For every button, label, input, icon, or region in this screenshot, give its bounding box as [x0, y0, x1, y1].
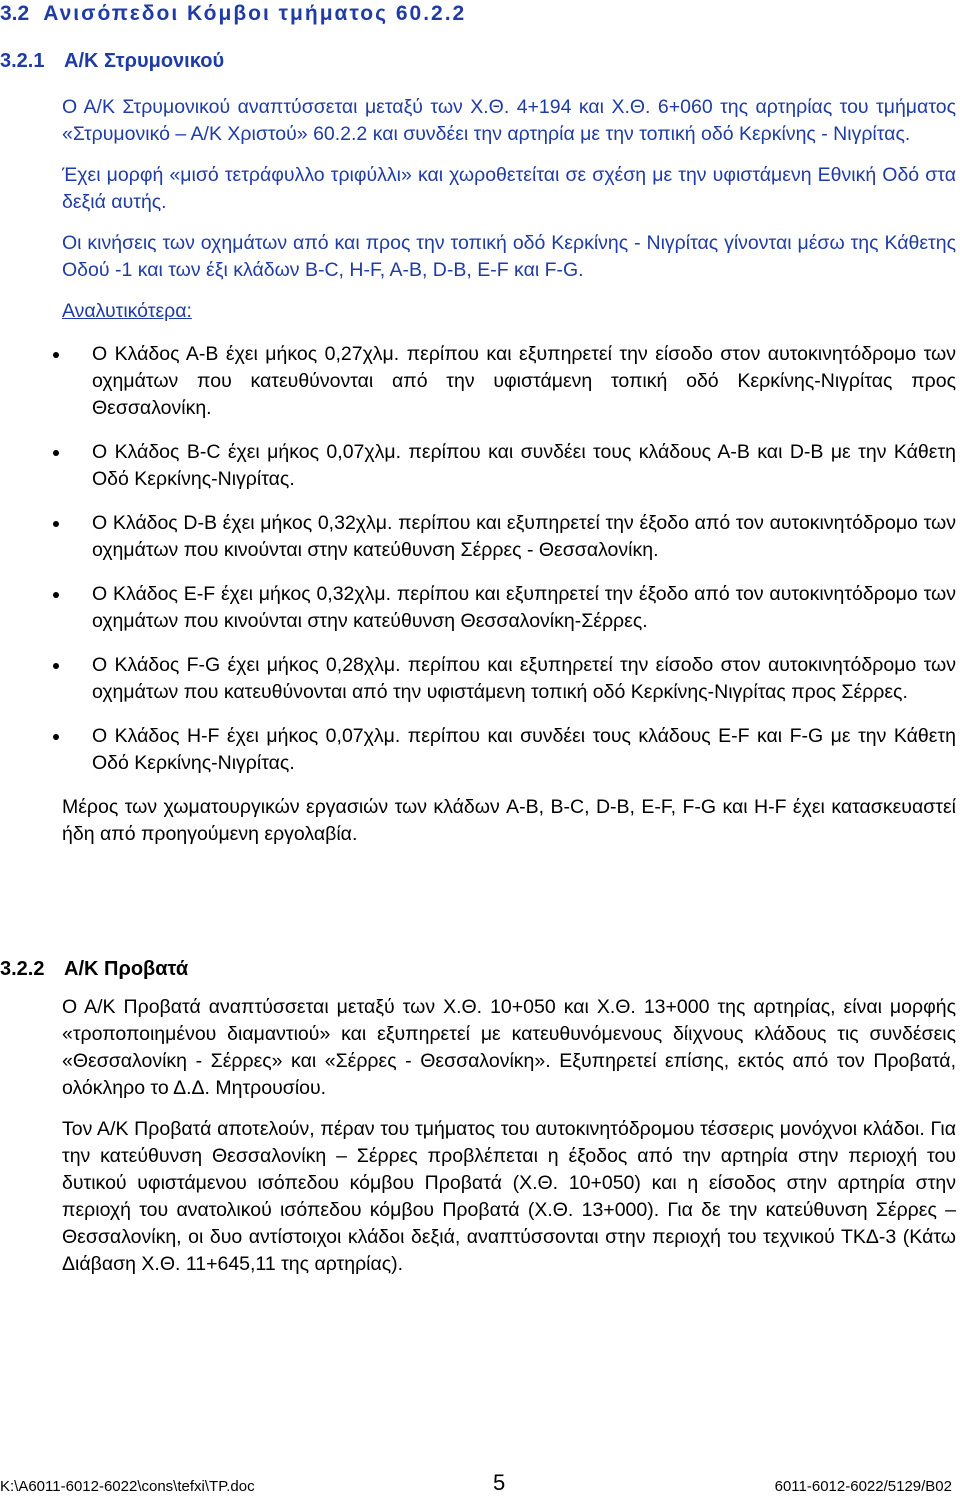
branch-text: Ο Κλάδος E-F έχει μήκος 0,32χλμ. περίπου και εξυπηρετεί την έξοδο από τον αυτοκινητόδρομο των οχημάτων που κινούνται στην κατεύθυνση Θεσσαλονίκη-Σέρρες.: [92, 583, 956, 632]
analysis-label: Αναλυτικότερα:: [62, 300, 192, 322]
list-item: [62, 723, 956, 777]
section-heading: [0, 2, 466, 26]
subsection-title: Α/Κ Προβατά: [64, 958, 189, 980]
bullet-icon: [53, 521, 59, 527]
subsection-number: 3.2.2: [0, 958, 45, 980]
branch-text: Ο Κλάδος D-B έχει μήκος 0,32χλμ. περίπου και εξυπηρετεί την έξοδο από τον αυτοκινητόδρομο των οχημάτων που κινούνται στην κατεύθυνση Σέρρες - Θεσσαλονίκη.: [92, 512, 956, 561]
footer-file-path: K:\A6011-6012-6022\cons\tefxi\TP.doc: [0, 1478, 255, 1495]
paragraph-provata-location: Ο Α/Κ Προβατά αναπτύσσεται μεταξύ των Χ.Θ. 10+050 και Χ.Θ. 13+000 της αρτηρίας, είναι μορφής «τροποποιημένου διαμαντιού» και εξυπηρετεί με κατευθυνόμενους δίιχνους κλάδους τις συνδέσεις «Θεσσαλονίκη - Σέρρες» και «Σέρρες - Θεσσαλονίκη». Εξυπηρετεί επίσης, εκτός από τον Προβατά, ολόκληρο το Δ.Δ. Μητρουσίου.: [62, 996, 956, 1099]
bullet-icon: [53, 734, 59, 740]
subsection-body-provata: [62, 994, 956, 1292]
branch-text: Ο Κλάδος Α-Β έχει μήκος 0,27χλμ. περίπου και εξυπηρετεί την είσοδο στον αυτοκινητόδρομο των οχημάτων που κατευθύνονται από την υφιστάμενη τοπική οδό Κερκίνης-Νιγρίτας προς Θεσσαλονίκη.: [92, 343, 956, 419]
list-item: [62, 652, 956, 706]
list-item: [62, 510, 956, 564]
paragraph-movements: Οι κινήσεις των οχημάτων από και προς την τοπική οδό Κερκίνης - Νιγρίτας γίνονται μέσω της Κάθετης Οδού -1 και των έξι κλάδων B-C, H-F, A-B, D-B, E-F και F-G.: [62, 232, 956, 281]
branch-list: [62, 341, 956, 777]
bullet-icon: [53, 592, 59, 598]
branch-text: Ο Κλάδος F-G έχει μήκος 0,28χλμ. περίπου και εξυπηρετεί την είσοδο στον αυτοκινητόδρομο των οχημάτων που κατευθύνονται από την υφιστάμενη τοπική οδό Κερκίνης-Νιγρίτας προς Σέρρες.: [92, 654, 956, 703]
paragraph-form: Έχει μορφή «μισό τετράφυλλο τριφύλλι» και χωροθετείται σε σχέση με την υφιστάμενη Εθνική Οδό στα δεξιά αυτής.: [62, 164, 956, 213]
bullet-icon: [53, 450, 59, 456]
paragraph-earthworks: Μέρος των χωματουργικών εργασιών των κλάδων A-B, B-C, D-B, E-F, F-G και H-F έχει κατασκευαστεί ήδη από προηγούμενη εργολαβία.: [62, 796, 956, 845]
page-footer: [0, 1470, 958, 1496]
branch-text: Ο Κλάδος H-F έχει μήκος 0,07χλμ. περίπου και συνδέει τους κλάδους E-F και F-G με την Κάθετη Οδό Κερκίνης-Νιγρίτας.: [92, 725, 956, 774]
page-number: 5: [493, 1470, 506, 1495]
document-reference: 6011-6012-6022/5129/B02: [774, 1478, 952, 1495]
subsection-heading-strymoniko: [0, 50, 224, 73]
subsection-number: 3.2.1: [0, 50, 45, 72]
subsection-body-strymoniko: [62, 94, 956, 862]
analysis-label-row: [62, 298, 956, 325]
bullet-icon: [53, 352, 59, 358]
list-item: [62, 439, 956, 493]
section-title: Ανισόπεδοι Κόμβοι τμήματος 60.2.2: [43, 2, 467, 25]
list-item: [62, 581, 956, 635]
list-item: [62, 341, 956, 422]
section-number: 3.2: [0, 2, 30, 25]
subsection-heading-provata: [0, 958, 188, 981]
subsection-title: Α/Κ Στρυμονικού: [64, 50, 225, 72]
paragraph-provata-branches: Τον Α/Κ Προβατά αποτελούν, πέραν του τμήματος του αυτοκινητόδρομου τέσσερις μονόχνοι κλάδοι. Για την κατεύθυνση Θεσσαλονίκη – Σέρρες προβλέπεται η έξοδος από την αρτηρία στην περιοχή του δυτικού υφιστάμενου ισόπεδου κόμβου Προβατά (Χ.Θ. 10+050) και η είσοδος στην αρτηρία στην περιοχή του ανατολικού ισόπεδου κόμβου Προβατά (Χ.Θ. 13+000). Για δε την κατεύθυνση Σέρρες – Θεσσαλονίκη, οι δυο αντίστοιχοι κλάδοι δεξιά, αναπτύσσονται στην περιοχή του τεχνικού ΤΚΔ-3 (Κάτω Διάβαση Χ.Θ. 11+645,11 της αρτηρίας).: [62, 1118, 956, 1275]
bullet-icon: [53, 663, 59, 669]
paragraph-location: Ο Α/Κ Στρυμονικού αναπτύσσεται μεταξύ των Χ.Θ. 4+194 και Χ.Θ. 6+060 της αρτηρίας του τμήματος «Στρυμονικό – Α/Κ Χριστού» 60.2.2 και συνδέει την αρτηρία με την τοπική οδό Κερκίνης - Νιγρίτας.: [62, 96, 956, 145]
branch-text: Ο Κλάδος Β-C έχει μήκος 0,07χλμ. περίπου και συνδέει τους κλάδους Α-Β και D-B με την Κάθετη Οδό Κερκίνης-Νιγρίτας.: [92, 441, 956, 490]
